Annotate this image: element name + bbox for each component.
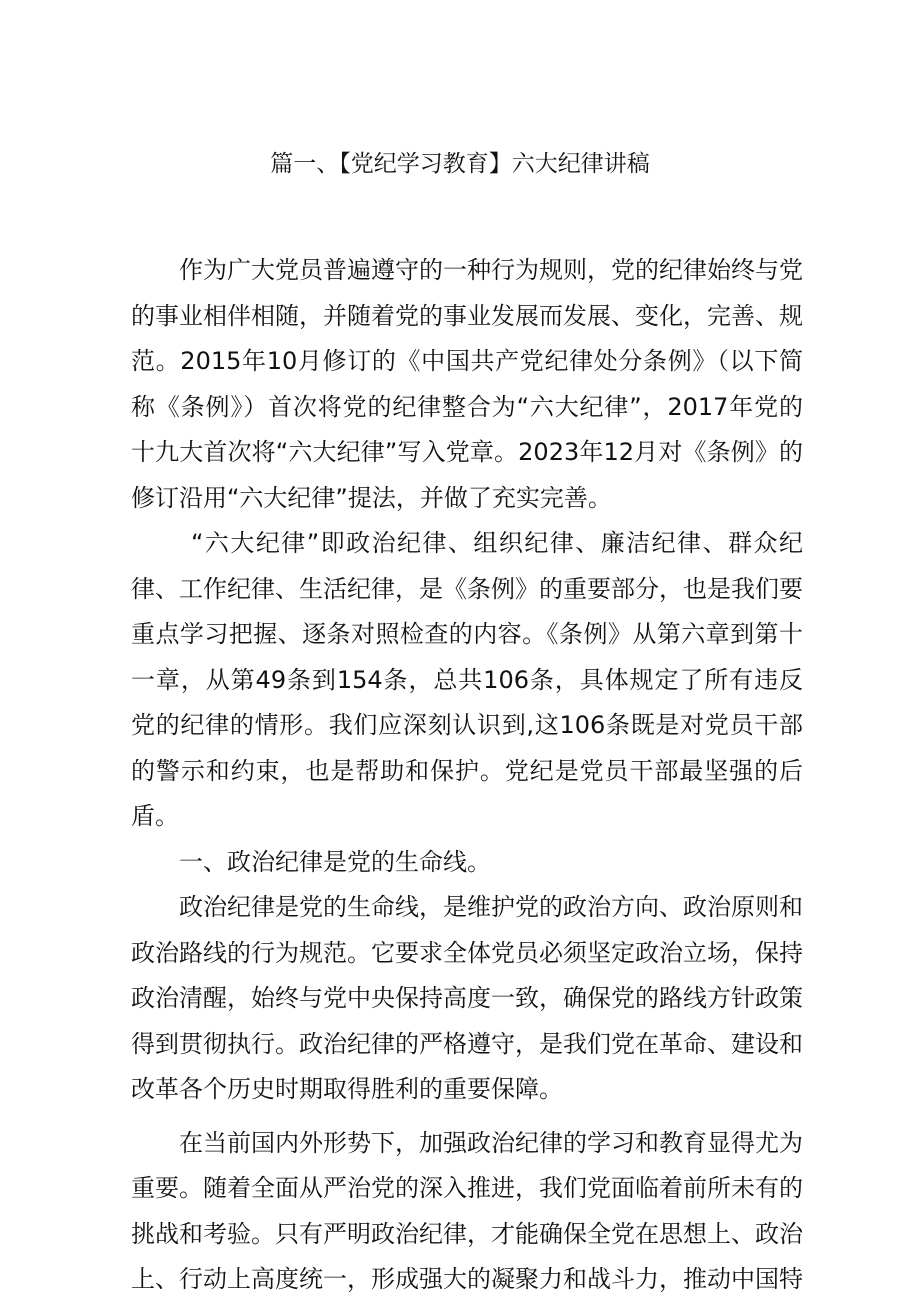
section-heading-political-discipline: 一、政治纪律是党的生命线。 xyxy=(179,847,491,876)
document-title: 篇一、【党纪学习教育】六大纪律讲稿 xyxy=(270,151,650,177)
paragraph-current-situation: 在当前国内外形势下，加强政治纪律的学习和教育显得尤为重要。随着全面从严治党的深入推进，我们党面临着前所未有的挑战和考验。只有严明政治纪律，才能确保全党在思想上、政治上、行动上高度统一，形成强大的凝聚力和战斗力，推动中国特 xyxy=(131,1128,803,1293)
paragraph-political-discipline: 政治纪律是党的生命线，是维护党的政治方向、政治原则和政治路线的行为规范。它要求全体党员必须坚定政治立场，保持政治清醒，始终与党中央保持高度一致，确保党的路线方针政策得到贯彻执行。政治纪律的严格遵守，是我们党在革命、建设和改革各个历史时期取得胜利的重要保障。 xyxy=(131,893,803,1103)
paragraph-six-disciplines: “六大纪律”即政治纪律、组织纪律、廉洁纪律、群众纪律、工作纪律、生活纪律，是《条例》的重要部分，也是我们要重点学习把握、逐条对照检查的内容。《条例》从第六章到第十一章，从第49条到154条，总共106条，具体规定了所有违反党的纪律的情形。我们应深刻认识到,这106条既是对党员干部的警示和约束，也是帮助和保护。党纪是党员干部最坚强的后盾。 xyxy=(131,529,803,830)
document-body xyxy=(131,248,803,1303)
paragraph-intro: 作为广大党员普遍遵守的一种行为规则，党的纪律始终与党的事业相伴相随，并随着党的事业发展而发展、变化，完善、规范。2015年10月修订的《中国共产党纪律处分条例》（以下简称《条例》）首次将党的纪律整合为“六大纪律”，2017年党的十九大首次将“六大纪律”写入党章。2023年12月对《条例》的修订沿用“六大纪律”提法，并做了充实完善。 xyxy=(131,256,803,512)
